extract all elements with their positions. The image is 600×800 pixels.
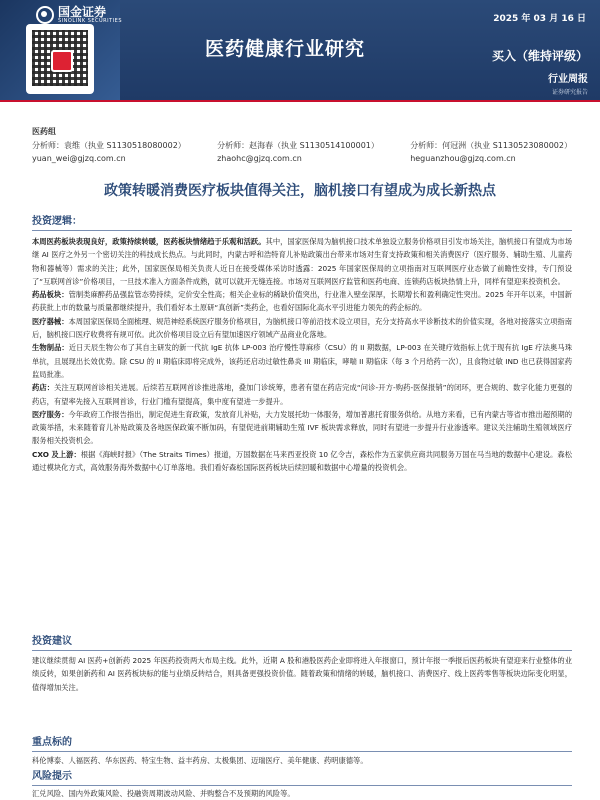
company-logo	[36, 6, 122, 24]
section-rule	[32, 751, 572, 752]
analyst-2	[217, 140, 379, 163]
report-type: 行业周报	[548, 74, 588, 85]
logo-cn-text: 国金证券	[58, 5, 107, 19]
analyst-1	[32, 140, 186, 163]
logic-para-1: 本周医药板块表现良好，政策持续转暖，医药板块情绪趋于乐观和活跃。其中，国家医保局为脑机接口技术单独设立服务价格项目引发市场关注，脑机接口有望成为市场继 AI 医疗之外另一个密切关注的科技成长热点。与此同时，内蒙古呼和浩特育儿补贴政策出台带来市场对生育支持政策和相关消费医疗（医疗服务、辅助生殖、儿童药物和器械等）需求的关注；此外，国家医保局相关负责人近日在接受媒体采访时透露：2025 年国家医保局的立项指南对互联网医疗业态做了前瞻性安排，专门预设了“互联网首诊”价格项目，一旦技术准入方面条件成熟，就可以就开无缝连接。市场对互联网医疗监管和医药电商、连锁药店板块热情上升，同样有望迎来投资机会。	[32, 237, 572, 286]
analyst-block	[32, 126, 572, 163]
advice-text: 建议继续贯彻 AI 医药+创新药 2025 年医药投资两大布局主线。此外，近期 A 股和港股医药企业即将进入年报窗口，预计年报一季报后医药板块有望迎来行业整体的业绩反转，如果创新药和 AI 医药板块标的能与业绩反转结合，则具备更强投资价值。随着政策和情绪的转暖，脑机接口、消费医疗、线上医药零售等板块边际变化明显，值得增加关注。	[32, 656, 572, 692]
analyst-3	[410, 140, 572, 163]
analyst-2-name: 分析师：赵海春（执业 S1130514100001）	[217, 141, 379, 150]
report-date: 2025 年 03 月 16 日	[493, 14, 586, 24]
report-header	[0, 0, 600, 100]
section-title-advice: 投资建议	[32, 636, 72, 647]
report-title: 医药健康行业研究	[205, 38, 366, 60]
logo-icon	[36, 6, 54, 24]
key-picks-section	[32, 733, 572, 767]
report-subtype: 证券研究报告	[551, 89, 588, 96]
header-divider	[0, 100, 600, 102]
risk-section	[32, 767, 572, 800]
picks-text: 科伦博泰、人福医药、华东医药、特宝生物、益丰药房、太极集团、迈瑞医疗、美年健康、药明康德等。	[32, 756, 368, 765]
section-rule	[32, 785, 572, 786]
logic-para-pharmacy: 药店：关注互联网首诊相关进展。后续若互联网首诊推进落地，叠加门诊统筹，患者有望在药店完成“问诊-开方-购药-医保报销”的闭环，更合规的、数字化能力更强的药店，有望率先接入互联网首诊，行业门槛有望提高，集中度有望进一步提升。	[32, 383, 572, 406]
logo-en-text: SINOLINK SECURITIES	[58, 18, 122, 24]
qr-code-icon[interactable]	[26, 24, 94, 94]
investment-logic-section	[32, 212, 572, 474]
analyst-3-name: 分析师：何冠洲（执业 S1130523080002）	[410, 141, 572, 150]
logic-para-cxo: CXO 及上游：根据《海峡时报》（The Straits Times）报道，万国数据在马来西亚投资 10 亿令吉，森松作为五家供应商共同服务万国在马当地的数据中心建设。森松通过模块化方式，高效服务海外数据中心订单落地。我们看好森松国际医药板块后续回暖和数据中心增量的投资机会。	[32, 449, 572, 473]
rating-badge: 买入（维持评级）	[491, 49, 588, 63]
section-rule	[32, 650, 572, 651]
report-headline: 政策转暖消费医疗板块值得关注，脑机接口有望成为成长新热点	[104, 183, 496, 199]
analyst-group: 医药组	[32, 127, 56, 136]
section-title-risks: 风险提示	[32, 771, 72, 782]
logic-para-medical-services: 医疗服务：今年政府工作报告指出，制定促进生育政策，发放育儿补贴，大力发展托幼一体服务，增加普惠托育服务供给。从地方来看，已有内蒙古等省市推出超预期的政策举措，未来随着育儿补贴政策及各地医保政策不断加码，有望促进前期辅助生殖 IVF 板块需求释放，同时有望进一步提升行业渗透率。建议关注辅助生殖领域医疗服务相关投资机会。	[32, 409, 573, 446]
analyst-2-email[interactable]: zhaohc@gjzq.com.cn	[217, 154, 302, 163]
logic-para-biologics: 生物制品：近日天辰生物公布了其自主研发的新一代抗 IgE 抗体 LP-003 治疗慢性荨麻疹（CSU）的 II 期数据，LP-003 在关键疗效指标上优于现有抗 IgE 疗法奥马珠单抗，且展现出长效优势。除 CSU 的 II 期临床即将完成外，该药还启动过敏性鼻炎 III 期临床，哮喘 II 期临床（每 3 个月给药一次），且食物过敏 IND 也已获得国家药监局批准。	[32, 343, 573, 379]
analyst-3-email[interactable]: heguanzhou@gjzq.com.cn	[410, 154, 516, 163]
analyst-1-name: 分析师：袁维（执业 S1130518080002）	[32, 141, 186, 150]
section-rule	[32, 230, 572, 231]
section-title-logic: 投资逻辑：	[32, 216, 82, 227]
analyst-1-email[interactable]: yuan_wei@gjzq.com.cn	[32, 154, 126, 163]
risks-text: 汇兑风险、国内外政策风险、投融资周期波动风险、并购整合不及预期的风险等。	[32, 789, 295, 798]
investment-advice-section	[32, 632, 572, 694]
logic-para-devices: 医疗器械：本周国家医保局全面梳理、规范神经系统医疗服务价格项目，为脑机接口等前沿技术设立项目，充分支持高水平诊断技术的价值实现，各地对接落实立项指南后，脑机接口医疗收费将有规可依。此次价格项目设立后有望加速医疗领域产品商业化落地。	[32, 316, 573, 340]
logic-para-drugs: 药品板块：管制类麻醉药品强监管态势持续，定价安全性高；相关企业标的稀缺价值突出，行业准入壁垒深厚，长期增长和盈利确定性突出。2025 年开年以来，中国新药获批上市的数量与质量都继续提升，我们看好本土原研“真创新”类药企，也看好国际化高水平引进能力领先的药企标的。	[32, 290, 572, 313]
section-title-picks: 重点标的	[32, 737, 72, 748]
